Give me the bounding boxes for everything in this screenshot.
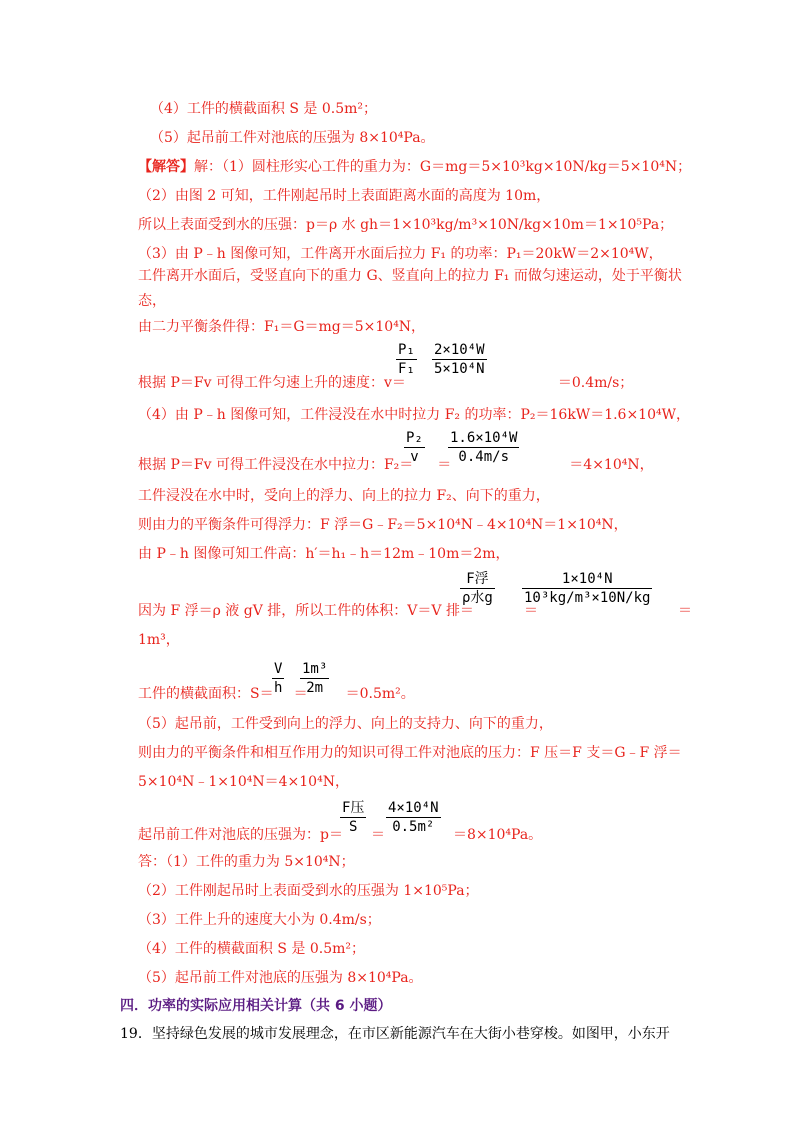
equals-sign: ＝ <box>437 457 452 473</box>
step-2-line-1: （2）由图 2 可知，工件刚起吊时上表面距离水面的高度为 10m， <box>138 188 551 204</box>
step-4-line-3: 工件浸没在水中时，受向上的浮力、向上的拉力 F₂、向下的重力， <box>138 488 550 504</box>
step-4-volume-result: 1m³， <box>138 632 180 648</box>
fraction-velocity-values <box>432 342 487 377</box>
step-4-line-4: 则由力的平衡条件可得浮力：F 浮＝G﹣F₂＝5×10⁴N﹣4×10⁴N＝1×10⁴N， <box>138 517 628 533</box>
answer-line-4: （4）工件的横截面积 S 是 0.5m²； <box>138 941 366 957</box>
question-19-text: 19．坚持绿色发展的城市发展理念，在市区新能源汽车在大街小巷穿梭。如图甲，小东开 <box>120 1026 670 1042</box>
fraction-denominator: S <box>349 819 358 835</box>
step-1-text: 解：（1）圆柱形实心工件的重力为：G＝mg＝5×10³kg×10N/kg＝5×10⁴N； <box>194 159 692 175</box>
step-4-area-line <box>138 684 415 704</box>
fraction-denominator: 5×10⁴N <box>434 361 485 377</box>
section-heading: 四．功率的实际应用相关计算（共 6 小题） <box>120 998 392 1014</box>
step-5-line-3: 5×10⁴N﹣1×10⁴N＝4×10⁴N， <box>138 774 349 790</box>
step-5-line-1: （5）起吊前，工件受到向上的浮力、向上的支持力、向下的重力， <box>138 716 553 732</box>
equals-sign: ＝ <box>293 686 308 702</box>
fraction-denominator: F₁ <box>398 361 415 377</box>
velocity-text: 根据 P＝Fv 可得工件匀速上升的速度：v＝ <box>138 375 406 391</box>
fraction-numerator: F浮 <box>466 571 489 587</box>
answer-line-5: （5）起吊前工件对池底的压强为 8×10⁴Pa。 <box>138 970 423 986</box>
fraction-numerator: V <box>274 661 283 677</box>
fraction-numerator: 4×10⁴N <box>388 800 439 816</box>
step-5-pressure-line <box>138 825 542 845</box>
step-2-line-2: 所以上表面受到水的压强：p＝ρ 水 gh＝1×10³kg/m³×10N/kg×10m＝1×10⁵Pa； <box>138 217 674 233</box>
pull-result: ＝4×10⁴N， <box>569 457 654 473</box>
solution-line-1 <box>138 157 691 177</box>
fraction-numerator: P₁ <box>398 342 415 358</box>
answer-tag: 【解答】 <box>138 159 194 175</box>
answer-line-1: 答：（1）工件的重力为 5×10⁴N； <box>138 854 355 870</box>
fraction-denominator: 0.4m/s <box>458 449 509 465</box>
equals-sign: ＝ <box>677 603 692 619</box>
volume-text: 因为 F 浮＝ρ 液 gV 排，所以工件的体积：V＝V 排＝ <box>138 603 474 619</box>
fraction-denominator: h <box>274 680 283 696</box>
fraction-numerator: F压 <box>342 800 365 816</box>
fraction-numerator: 1×10⁴N <box>561 571 613 587</box>
fraction-numerator: P₂ <box>406 430 423 446</box>
pressure-text: 起吊前工件对池底的压强为：p＝ <box>138 827 343 843</box>
fraction-p1-over-f1 <box>396 342 417 377</box>
step-4-volume-line <box>138 601 692 621</box>
pressure-result: ＝8×10⁴Pa。 <box>452 827 543 843</box>
equals-sign: ＝ <box>370 827 385 843</box>
step-4-line-5: 由 P﹣h 图像可知工件高：h′＝h₁﹣h＝12m﹣10m＝2m， <box>138 546 510 562</box>
step-5-line-2: 则由力的平衡条件和相互作用力的知识可得工件对池底的压力：F 压＝F 支＝G﹣F 浮＝ <box>138 745 682 761</box>
fraction-denominator: 2m <box>306 680 324 696</box>
area-text: 工件的横截面积：S＝ <box>138 686 274 702</box>
velocity-result: ＝0.4m/s； <box>557 375 634 391</box>
equals-sign: ＝ <box>523 603 538 619</box>
fraction-denominator: ρ水g <box>462 590 493 606</box>
answer-line-3: （3）工件上升的速度大小为 0.4m/s； <box>138 912 381 928</box>
fraction-denominator: v <box>410 449 419 465</box>
fraction-numerator: 1.6×10⁴W <box>450 430 518 446</box>
step-4-pull-line <box>138 455 654 475</box>
step-3-line-3: 态， <box>138 293 166 309</box>
area-result: ＝0.5m²。 <box>345 686 415 702</box>
fraction-numerator: 1m³ <box>302 661 328 677</box>
step-3-line-1: （3）由 P﹣h 图像可知，工件离开水面后拉力 F₁ 的功率：P₁＝20kW＝2×10⁴W， <box>138 246 663 262</box>
step-3-velocity-line <box>138 373 633 393</box>
step-3-line-4: 由二力平衡条件得：F₁＝G＝mg＝5×10⁴N， <box>138 319 426 335</box>
summary-line-5: （5）起吊前工件对池底的压强为 8×10⁴Pa。 <box>150 130 435 146</box>
summary-line-4: （4）工件的横截面积 S 是 0.5m²； <box>150 101 378 117</box>
fraction-denominator: 0.5m² <box>392 819 435 835</box>
fraction-denominator: 10³kg/m³×10N/kg <box>524 590 651 606</box>
fraction-numerator: 2×10⁴W <box>434 342 485 358</box>
answer-line-2: （2）工件刚起吊时上表面受到水的压强为 1×10⁵Pa； <box>138 883 479 899</box>
step-3-line-2: 工件离开水面后，受竖直向下的重力 G、竖直向上的拉力 F₁ 而做匀速运动，处于平衡状 <box>138 268 682 284</box>
pull-text: 根据 P＝Fv 可得工件浸没在水中拉力：F₂＝ <box>138 457 414 473</box>
step-4-line-1: （4）由 P﹣h 图像可知，工件浸没在水中时拉力 F₂ 的功率：P₂＝16kW＝1.6×10⁴W， <box>138 407 691 423</box>
